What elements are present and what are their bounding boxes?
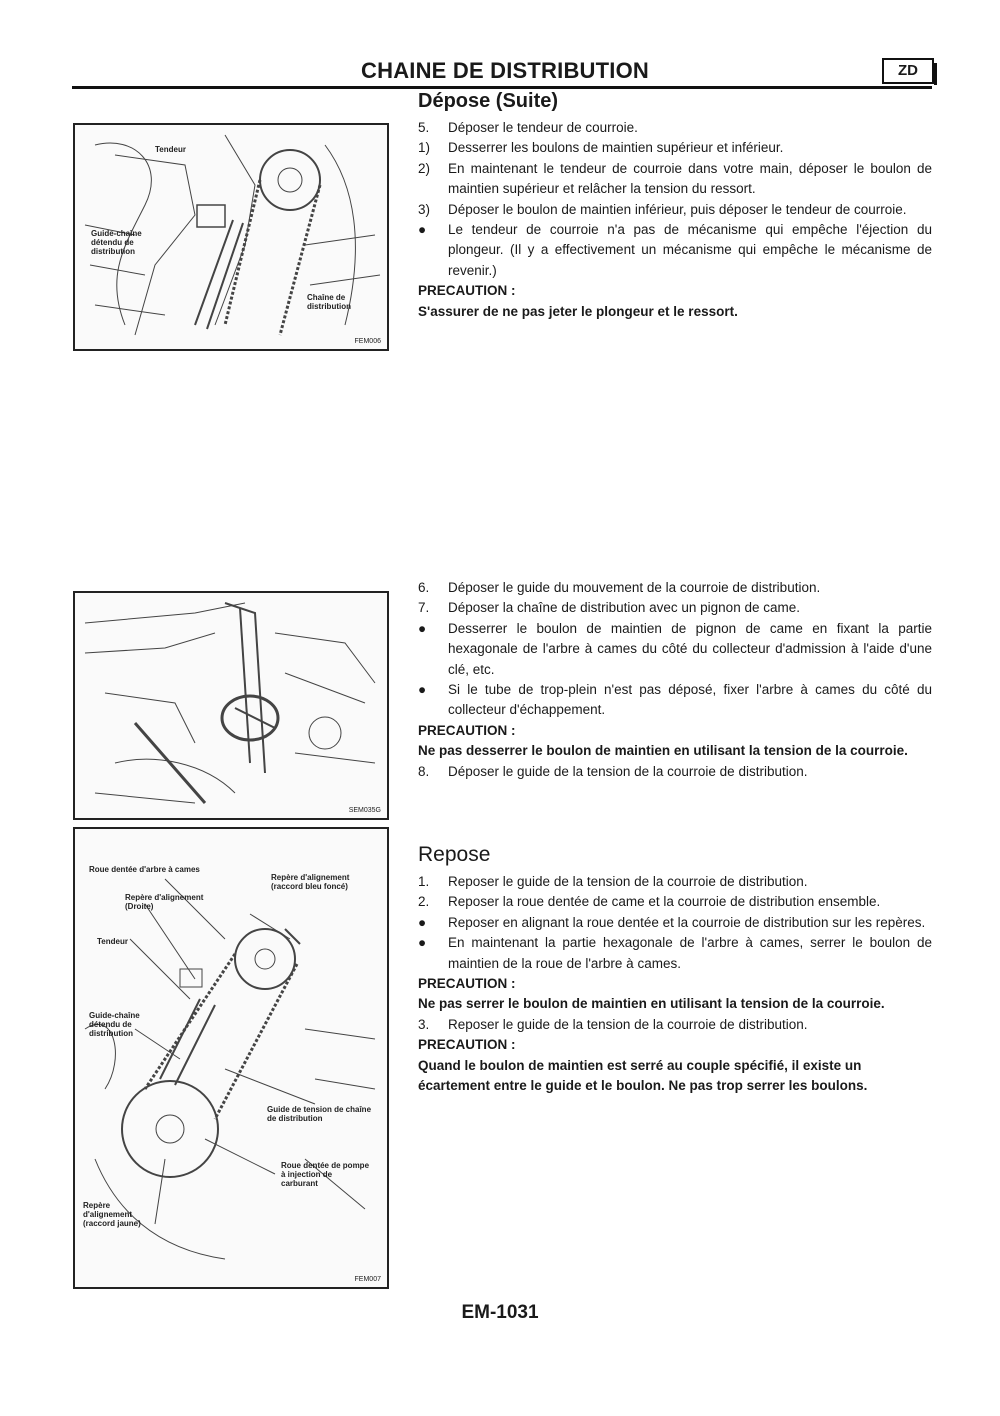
repose-step-2: 2. Reposer la roue dentée de came et la courroie de distribution ensemble. <box>418 894 881 910</box>
step-7: 7. Déposer la chaîne de distribution avec un pignon de came. <box>418 600 800 616</box>
bullet-overflow: ● Si le tube de trop-plein n'est pas déposé, fixer l'arbre à cames du côté du collecteur d'échappement. <box>418 682 932 718</box>
substep-1: 1) Desserrer les boulons de maintien supérieur et inférieur. <box>418 140 784 156</box>
substep-3: 3) Déposer le boulon de maintien inférieur, puis déposer le tendeur de courroie. <box>418 201 907 217</box>
precaution-text: Ne pas serrer le boulon de maintien en utilisant la tension de la courroie. <box>418 996 885 1012</box>
section1-text <box>418 118 932 322</box>
figure-code: FEM006 <box>354 338 381 345</box>
step-8: 8. Déposer le guide de la tension de la courroie de distribution. <box>418 763 808 779</box>
section2-text <box>418 578 932 782</box>
figure-code: SEM035G <box>348 807 381 814</box>
label-guide-tension: Guide de tension de chaîne de distribution <box>267 1105 372 1123</box>
substep-2: 2) En maintenant le tendeur de courroie dans votre main, déposer le boulon de maintien supérieur et relâcher la tension du ressort. <box>418 160 932 197</box>
label-repere-bleu: Repère d'alignement (raccord bleu foncé) <box>271 873 350 891</box>
precaution-label-2: PRECAUTION : <box>418 1037 516 1053</box>
section3-text <box>418 872 932 1096</box>
figure-tensioner <box>73 123 389 351</box>
bullet-tighten: ● En maintenant la partie hexagonale de l'arbre à cames, serrer le boulon de maintien de la roue de l'arbre à cames. <box>418 935 932 971</box>
figure-alignment <box>73 827 389 1289</box>
section-title-depose: Dépose (Suite) <box>418 90 559 112</box>
label-guide-detendu: Guide-chaîne détendu de distribution <box>89 1011 140 1038</box>
page-title: CHAINE DE DISTRIBUTION <box>361 58 649 83</box>
precaution-text: S'assurer de ne pas jeter le plongeur et le ressort. <box>418 303 738 319</box>
figure-code: FEM007 <box>354 1276 381 1283</box>
precaution-label: PRECAUTION : <box>418 283 516 299</box>
precaution-text: Ne pas desserrer le boulon de maintien en utilisant la tension de la courroie. <box>418 743 908 759</box>
label-tendeur: Tendeur <box>97 937 128 946</box>
step-6: 6. Déposer le guide du mouvement de la courroie de distribution. <box>418 580 821 595</box>
label-roue-pompe: Roue dentée de pompe à injection de carburant <box>281 1161 370 1188</box>
engine-drawing-2 <box>75 593 387 818</box>
bullet-align: ● Reposer en alignant la roue dentée et la courroie de distribution sur les repères. <box>418 914 926 930</box>
label-guide-chaine: Guide-chaîne détendu de distribution <box>91 229 142 256</box>
precaution-text-2: Quand le boulon de maintien est serré au couple spécifié, il existe un écartement entre le guide et le boulon. Ne pas trop serrer les boulons. <box>418 1057 868 1094</box>
section-title-repose: Repose <box>418 843 491 866</box>
step-5: 5. Déposer le tendeur de courroie. <box>418 120 638 135</box>
figure-cam-sprocket <box>73 591 389 820</box>
label-repere-jaune: Repère d'alignement (raccord jaune) <box>83 1201 141 1228</box>
page-number: EM-1031 <box>461 1302 539 1323</box>
bullet-note: ● Le tendeur de courroie n'a pas de mécanisme qui empêche l'éjection du plongeur. (Il y a effectivement un mécanisme qui empêche le mécanisme de revenir.) <box>418 222 932 278</box>
label-repere-droite: Repère d'alignement (Droite) <box>125 893 204 911</box>
engine-code-badge: ZD <box>882 58 934 84</box>
label-tendeur: Tendeur <box>155 145 186 154</box>
precaution-label: PRECAUTION : <box>418 976 516 992</box>
label-chaine: Chaîne de distribution <box>307 293 351 311</box>
header-divider <box>72 86 932 89</box>
label-roue-arbre: Roue dentée d'arbre à cames <box>89 865 200 874</box>
bullet-loosen: ● Desserrer le boulon de maintien de pignon de came en fixant la partie hexagonale de l'arbre à cames du côté du collecteur d'admission à l'aide d'une clé, etc. <box>418 620 932 677</box>
repose-step-3: 3. Reposer le guide de la tension de la courroie de distribution. <box>418 1016 808 1032</box>
precaution-label: PRECAUTION : <box>418 722 516 738</box>
repose-step-1: 1. Reposer le guide de la tension de la courroie de distribution. <box>418 874 808 889</box>
